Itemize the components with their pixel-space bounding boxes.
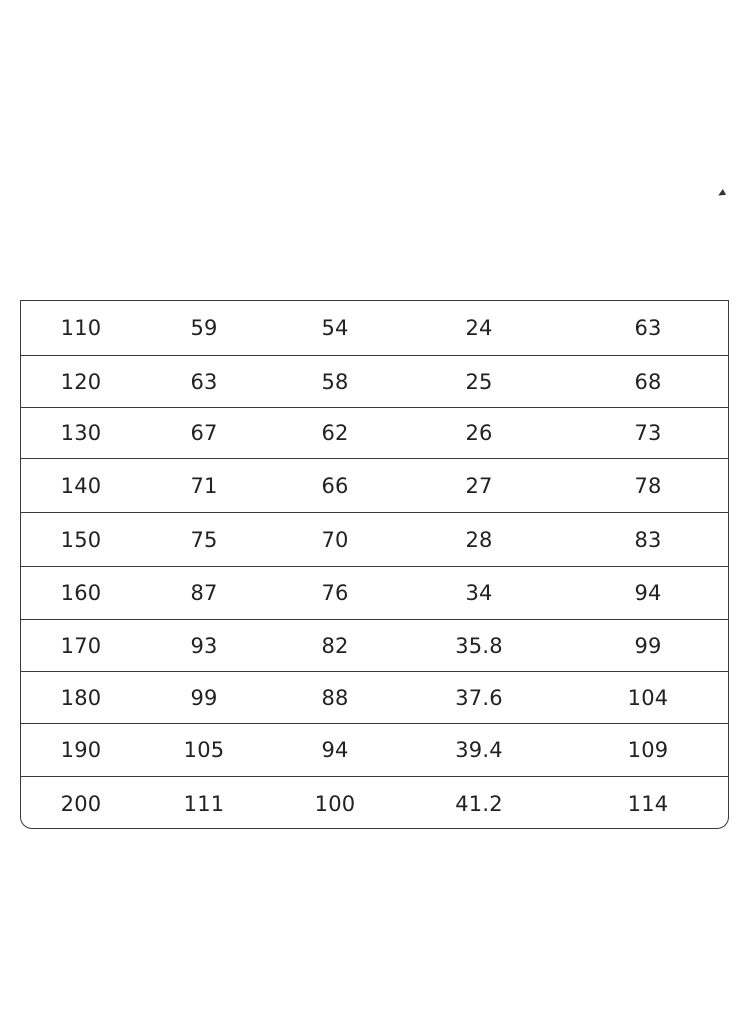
table-cell: 82 [321,633,349,658]
table-cell: 54 [321,316,349,340]
table-cell: 93 [190,633,218,658]
table-cell: 37.6 [455,685,503,710]
table-row [21,567,728,620]
table-cell: 59 [190,316,218,340]
table-row [21,724,728,777]
size-table [20,300,729,829]
table-cell: 110 [60,316,102,340]
table-cell: 73 [634,421,662,445]
table-cell: 28 [465,527,493,552]
table-cell: 130 [60,421,102,445]
table-row [21,408,728,459]
table-row [21,301,728,356]
table-cell: 75 [190,527,218,552]
table-cell: 24 [465,316,493,340]
table-cell: 109 [627,738,669,762]
table-cell: 200 [60,791,102,816]
table-cell: 99 [190,685,218,710]
table-cell: 71 [190,473,218,498]
table-cell: 70 [321,527,349,552]
table-cell: 68 [634,369,662,394]
table-row [21,356,728,408]
table-cell: 114 [627,791,669,816]
table-cell: 39.4 [455,738,503,762]
table-cell: 170 [60,633,102,658]
table-cell: 62 [321,421,349,445]
table-cell: 99 [634,633,662,658]
table-cell: 27 [465,473,493,498]
table-cell: 63 [190,369,218,394]
table-cell: 190 [60,738,102,762]
corner-mark [718,189,728,199]
table-cell: 105 [183,738,225,762]
table-cell: 35.8 [455,633,503,658]
table-cell: 26 [465,421,493,445]
table-cell: 63 [634,316,662,340]
table-cell: 41.2 [455,791,503,816]
table-cell: 150 [60,527,102,552]
table-cell: 83 [634,527,662,552]
table-cell: 104 [627,685,669,710]
table-cell: 87 [190,581,218,605]
table-cell: 25 [465,369,493,394]
table-cell: 94 [321,738,349,762]
table-row [21,459,728,513]
table-cell: 100 [314,791,356,816]
table-cell: 76 [321,581,349,605]
table-row [21,513,728,567]
table-cell: 67 [190,421,218,445]
table-cell: 111 [183,791,225,816]
table-cell: 88 [321,685,349,710]
table-cell: 78 [634,473,662,498]
table-cell: 180 [60,685,102,710]
table-cell: 140 [60,473,102,498]
table-row [21,620,728,672]
table-row [21,672,728,724]
table-cell: 120 [60,369,102,394]
table-row [21,777,728,830]
table-cell: 94 [634,581,662,605]
table-cell: 160 [60,581,102,605]
table-cell: 34 [465,581,493,605]
table-cell: 58 [321,369,349,394]
table-cell: 66 [321,473,349,498]
